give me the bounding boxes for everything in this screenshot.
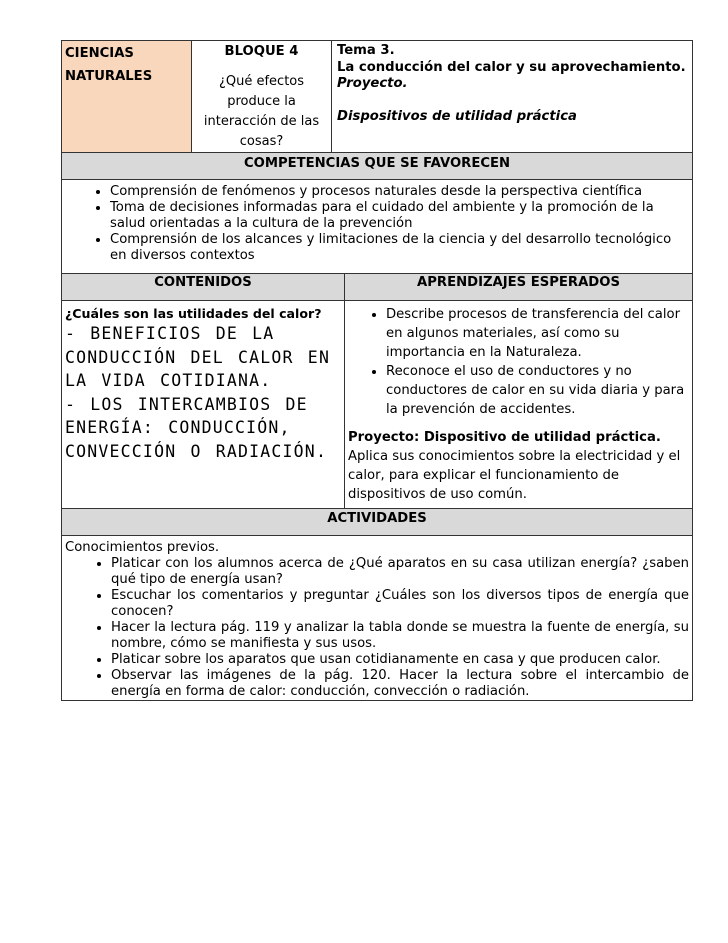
actividades-intro: Conocimientos previos. (65, 540, 220, 555)
competencia-item: • Toma de decisiones informadas para el cuidado del ambiente y la promoción de la salud orientadas a la cultura de la prevención (110, 200, 689, 232)
block-label: BLOQUE 4 (224, 44, 299, 59)
contenidos-question: ¿Cuáles son las utilidades del calor? (65, 306, 322, 321)
actividad-item: • Hacer la lectura pág. 119 y analizar la tabla donde se muestra la fuente de energía, su nombre, cómo se manifiesta y sus usos. (111, 620, 689, 652)
aprendizajes-heading: APRENDIZAJES ESPERADOS (345, 274, 693, 301)
competencias-heading-row (62, 153, 693, 180)
aprendizaje-item: • Describe procesos de transferencia del calor en algunos materiales, así como su importancia en la Naturaleza. (386, 305, 689, 362)
aprendizajes-list (348, 305, 689, 419)
contenidos-cell (62, 301, 345, 509)
topic-number: Tema 3. (337, 43, 395, 58)
contenidos-item-2: - LOS INTERCAMBIOS DE ENERGÍA: CONDUCCIÓN, CONVECCIÓN O RADIACIÓN. (65, 394, 328, 461)
actividad-item: • Platicar con los alumnos acerca de ¿Qué aparatos en su casa utilizan energía? ¿saben qué tipo de energía usan? (111, 556, 689, 588)
actividad-item: • Escuchar los comentarios y preguntar ¿Cuáles son los diversos tipos de energía que conocen? (111, 588, 689, 620)
competencias-cell (62, 180, 693, 274)
subject-line-1: CIENCIAS (65, 46, 134, 61)
columns-heading-row (62, 274, 693, 301)
subject-cell (62, 41, 192, 153)
project-label: Proyecto. (337, 76, 408, 91)
topic-cell (332, 41, 693, 153)
topic-title: La conducción del calor y su aprovechamiento. (337, 59, 686, 75)
lesson-plan-table (61, 40, 693, 701)
actividades-row (62, 536, 693, 701)
aprendizajes-cell (345, 301, 693, 509)
project-title: Dispositivos de utilidad práctica (337, 108, 577, 124)
competencias-row (62, 180, 693, 274)
block-question: ¿Qué efectos produce la interacción de las cosas? (203, 74, 320, 149)
aprendizajes-project-title: Proyecto: Dispositivo de utilidad práctica. (348, 430, 661, 445)
competencia-item: • Comprensión de los alcances y limitaciones de la ciencia y del desarrollo tecnológico en diversos contextos (110, 232, 689, 264)
competencia-item: • Comprensión de fenómenos y procesos naturales desde la perspectiva científica (110, 184, 689, 200)
block-cell (192, 41, 332, 153)
competencias-list (65, 184, 689, 264)
contenidos-item-1: - BENEFICIOS DE LA CONDUCCIÓN DEL CALOR EN LA VIDA COTIDIANA. (65, 324, 331, 390)
aprendizajes-project-text: Aplica sus conocimientos sobre la electricidad y el calor, para explicar el funcionamiento de dispositivos de uso común. (348, 449, 681, 502)
actividades-cell (62, 536, 693, 701)
actividad-item: • Observar las imágenes de la pág. 120. Hacer la lectura sobre el intercambio de energía en forma de calor: conducción, convección o radiación. (111, 668, 689, 700)
actividad-item: • Platicar sobre los aparatos que usan cotidianamente en casa y que producen calor. (111, 652, 689, 668)
actividades-heading-row (62, 509, 693, 536)
actividades-heading: ACTIVIDADES (62, 509, 693, 536)
contenidos-heading: CONTENIDOS (62, 274, 345, 301)
lesson-plan-page (61, 40, 692, 701)
aprendizaje-item: • Reconoce el uso de conductores y no conductores de calor en su vida diaria y para la prevención de accidentes. (386, 362, 689, 419)
actividades-list (65, 556, 689, 700)
subject-line-2: NATURALES (65, 69, 153, 84)
competencias-heading: COMPETENCIAS QUE SE FAVORECEN (62, 153, 693, 180)
content-row (62, 301, 693, 509)
header-row (62, 41, 693, 153)
